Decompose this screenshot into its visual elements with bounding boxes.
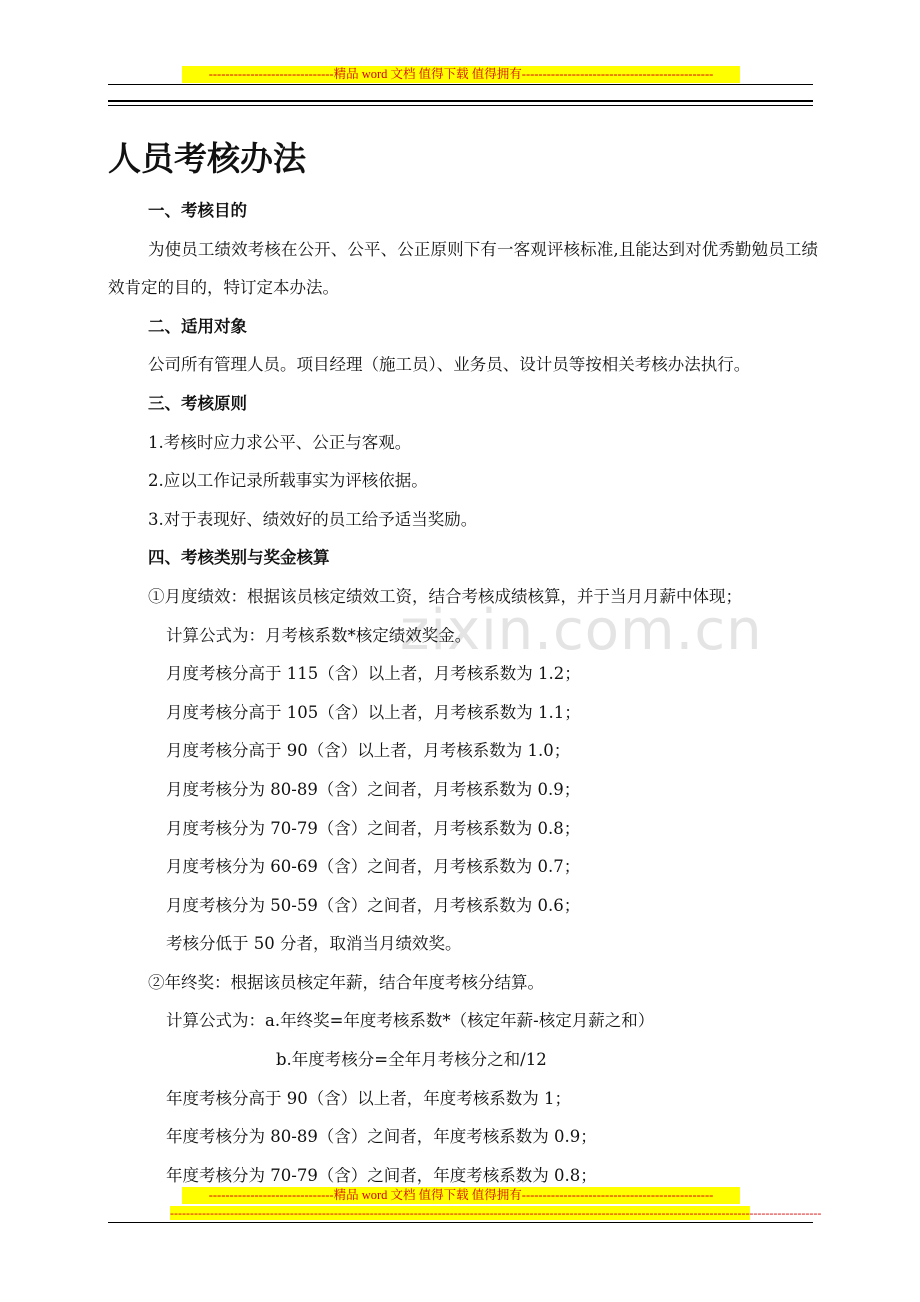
purpose-paragraph: 为使员工绩效考核在公开、公平、公正原则下有一客观评核标准,且能达到对优秀勤勉员工绩效肯定的目的，特订定本办法。 <box>108 239 818 298</box>
footer-banner: ------------------------------精品 word 文档 值得下载 值得拥有---------------------------------------------- <box>182 1187 740 1204</box>
page-title: 人员考核办法 <box>108 139 306 178</box>
section-heading-principles: 三、考核原则 <box>148 393 247 413</box>
monthly-rule: 月度考核分为 60-69（含）之间者，月考核系数为 0.7； <box>166 857 581 877</box>
section-heading-purpose: 一、考核目的 <box>148 201 247 220</box>
annual-rule: 年度考核分为 70-79（含）之间者，年度考核系数为 0.8； <box>166 1165 597 1185</box>
scope-paragraph: 公司所有管理人员。项目经理（施工员）、业务员、设计员等按相关考核办法执行。 <box>148 355 751 375</box>
section-heading-categories: 四、考核类别与奖金核算 <box>148 548 330 568</box>
monthly-formula: 计算公式为：月考核系数*核定绩效奖金。 <box>166 625 472 645</box>
annual-rule: 年度考核分高于 90（含）以上者，年度考核系数为 1； <box>166 1088 571 1108</box>
monthly-rule: 月度考核分为 70-79（含）之间者，月考核系数为 0.8； <box>166 818 581 838</box>
footer-rule <box>108 1222 813 1223</box>
annual-rule: 年度考核分为 80-89（含）之间者，年度考核系数为 0.9； <box>166 1127 597 1147</box>
monthly-rule: 月度考核分为 50-59（含）之间者，月考核系数为 0.6； <box>166 895 581 915</box>
annual-intro: ②年终奖：根据该员核定年薪，结合年度考核分结算。 <box>148 972 544 992</box>
annual-formula-b: b.年度考核分=全年月考核分之和/12 <box>276 1050 547 1070</box>
monthly-rule: 月度考核分高于 105（含）以上者，月考核系数为 1.1； <box>166 702 581 722</box>
principle-item: 2.应以工作记录所载事实为评核依据。 <box>148 471 428 491</box>
monthly-rule: 月度考核分为 80-89（含）之间者，月考核系数为 0.9； <box>166 779 581 799</box>
watermark: zixin.com.cn <box>400 598 763 663</box>
section-heading-scope: 二、适用对象 <box>148 316 247 336</box>
monthly-rule: 月度考核分高于 115（含）以上者，月考核系数为 1.2； <box>166 664 581 684</box>
monthly-rule: 考核分低于 50 分者，取消当月绩效奖。 <box>166 934 462 954</box>
header-rule-double-top <box>108 100 813 102</box>
footer-dash-banner: ------------------------------------------------------------------------------------------------------------------------------------------------------------------- <box>170 1206 822 1220</box>
monthly-intro: ①月度绩效：根据该员核定绩效工资，结合考核成绩核算，并于当月月薪中体现； <box>148 586 742 606</box>
monthly-rule: 月度考核分高于 90（含）以上者，月考核系数为 1.0； <box>166 741 571 761</box>
principle-item: 1.考核时应力求公平、公正与客观。 <box>148 432 412 452</box>
document-body <box>108 192 818 1195</box>
principle-item: 3.对于表现好、绩效好的员工给予适当奖励。 <box>148 509 478 529</box>
header-rule-double-bottom <box>108 105 813 106</box>
annual-formula-a: 计算公式为：a.年终奖=年度考核系数*（核定年薪-核定月薪之和） <box>166 1011 655 1031</box>
header-banner: ------------------------------精品 word 文档 值得下载 值得拥有---------------------------------------------- <box>182 66 740 83</box>
header-rule-thin <box>108 84 813 85</box>
